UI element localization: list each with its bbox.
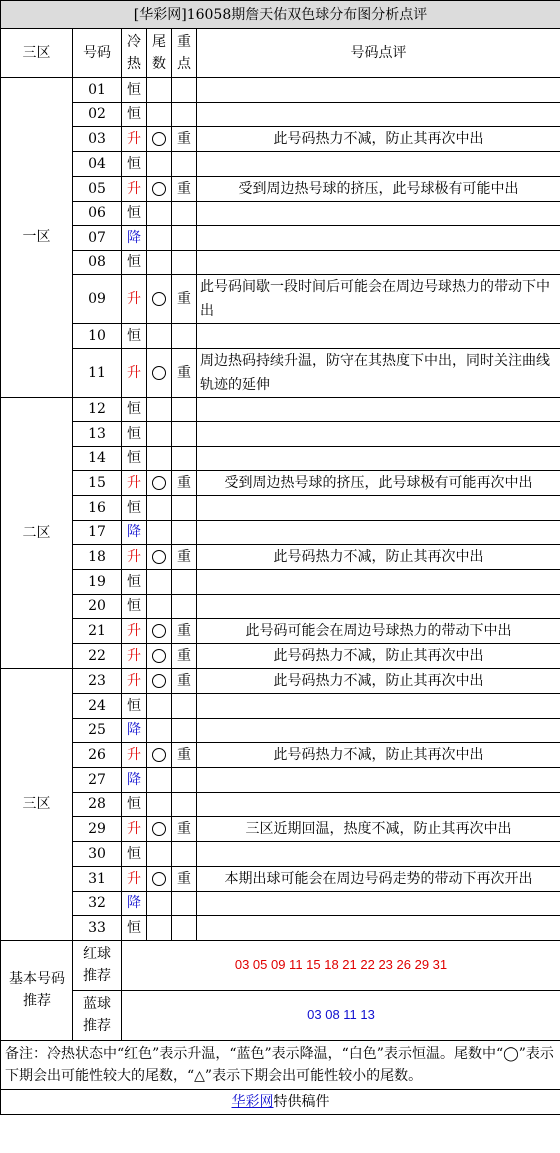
table-row	[1, 324, 560, 349]
ball-number: 23	[73, 669, 122, 694]
circle-icon	[152, 550, 166, 564]
table-row	[1, 520, 560, 545]
comment-cell	[197, 891, 560, 916]
table-row	[1, 792, 560, 817]
key-mark: 重	[172, 545, 197, 570]
key-mark	[172, 102, 197, 127]
comment-cell: 此号码热力不减，防止其再次中出	[197, 669, 560, 694]
tail-cell	[147, 348, 172, 397]
comment-cell	[197, 842, 560, 867]
ball-number: 25	[73, 718, 122, 743]
temp-state: 升	[122, 127, 147, 152]
temp-state: 恒	[122, 397, 147, 422]
temp-state: 降	[122, 226, 147, 251]
header-number: 号码	[73, 29, 122, 78]
ball-number: 26	[73, 743, 122, 768]
tail-cell	[147, 669, 172, 694]
comment-cell: 此号码热力不减，防止其再次中出	[197, 127, 560, 152]
comment-cell	[197, 718, 560, 743]
temp-state: 升	[122, 619, 147, 644]
comment-cell	[197, 570, 560, 595]
temp-state: 降	[122, 768, 147, 793]
ball-number: 05	[73, 176, 122, 201]
tail-cell	[147, 694, 172, 719]
tail-cell	[147, 916, 172, 941]
blue-numbers: 03 08 11 13	[122, 990, 560, 1040]
ball-number: 24	[73, 694, 122, 719]
table-row	[1, 718, 560, 743]
key-mark: 重	[172, 743, 197, 768]
zone-body	[1, 78, 560, 941]
tail-cell	[147, 397, 172, 422]
tail-cell	[147, 275, 172, 324]
key-mark: 重	[172, 471, 197, 496]
recommend-label	[1, 940, 73, 1040]
temp-state: 恒	[122, 694, 147, 719]
key-mark	[172, 792, 197, 817]
comment-cell	[197, 694, 560, 719]
temp-state: 降	[122, 891, 147, 916]
ball-number: 17	[73, 520, 122, 545]
temp-state: 降	[122, 520, 147, 545]
table-row	[1, 743, 560, 768]
table-row	[1, 397, 560, 422]
comment-cell	[197, 768, 560, 793]
ball-number: 06	[73, 201, 122, 226]
comment-cell	[197, 324, 560, 349]
key-mark	[172, 496, 197, 521]
circle-icon	[152, 624, 166, 638]
temp-state: 恒	[122, 102, 147, 127]
ball-number: 33	[73, 916, 122, 941]
ball-number: 09	[73, 275, 122, 324]
temp-state: 升	[122, 669, 147, 694]
blue-label	[73, 990, 122, 1040]
temp-state: 升	[122, 743, 147, 768]
ball-number: 21	[73, 619, 122, 644]
zone-label: 三区	[1, 669, 73, 941]
tail-cell	[147, 817, 172, 842]
key-mark	[172, 422, 197, 447]
key-mark: 重	[172, 866, 197, 891]
table-row	[1, 916, 560, 941]
tail-cell	[147, 78, 172, 103]
comment-cell	[197, 250, 560, 275]
circle-icon	[152, 476, 166, 490]
temp-state: 恒	[122, 842, 147, 867]
comment-cell	[197, 594, 560, 619]
tail-cell	[147, 768, 172, 793]
key-mark	[172, 152, 197, 177]
zone-label: 一区	[1, 78, 73, 398]
temp-state: 恒	[122, 201, 147, 226]
comment-cell: 本期出球可能会在周边号码走势的带动下再次开出	[197, 866, 560, 891]
circle-icon	[152, 872, 166, 886]
ball-number: 03	[73, 127, 122, 152]
temp-state: 恒	[122, 152, 147, 177]
temp-state: 恒	[122, 78, 147, 103]
comment-cell	[197, 78, 560, 103]
comment-cell: 此号码可能会在周边号球热力的带动下中出	[197, 619, 560, 644]
header-tail	[147, 29, 172, 78]
table-row	[1, 768, 560, 793]
table-row	[1, 570, 560, 595]
temp-state: 升	[122, 817, 147, 842]
ball-number: 27	[73, 768, 122, 793]
header-zone: 三区	[1, 29, 73, 78]
tail-cell	[147, 152, 172, 177]
ball-number: 10	[73, 324, 122, 349]
comment-cell	[197, 496, 560, 521]
ball-number: 18	[73, 545, 122, 570]
comment-cell: 此号码热力不减，防止其再次中出	[197, 743, 560, 768]
key-mark	[172, 891, 197, 916]
key-mark: 重	[172, 619, 197, 644]
comment-cell: 三区近期回温，热度不减，防止其再次中出	[197, 817, 560, 842]
comment-cell	[197, 422, 560, 447]
key-mark	[172, 694, 197, 719]
table-row	[1, 545, 560, 570]
temp-state: 恒	[122, 916, 147, 941]
tail-cell	[147, 226, 172, 251]
table-row	[1, 842, 560, 867]
recommend-label-text: 基本号码推荐	[9, 971, 65, 1009]
key-mark	[172, 250, 197, 275]
table-row	[1, 866, 560, 891]
footer	[1, 1089, 560, 1114]
key-mark: 重	[172, 817, 197, 842]
comment-cell	[197, 226, 560, 251]
tail-cell	[147, 127, 172, 152]
ball-number: 01	[73, 78, 122, 103]
temp-state: 升	[122, 866, 147, 891]
table-row	[1, 644, 560, 669]
ball-number: 19	[73, 570, 122, 595]
ball-number: 08	[73, 250, 122, 275]
header-key-text: 重点	[177, 34, 191, 72]
comment-cell: 此号码热力不减，防止其再次中出	[197, 545, 560, 570]
temp-state: 恒	[122, 422, 147, 447]
key-mark	[172, 226, 197, 251]
table-row	[1, 619, 560, 644]
page-title: [华彩网]16058期詹天佑双色球分布图分析点评	[1, 1, 560, 29]
tail-cell	[147, 570, 172, 595]
ball-number: 07	[73, 226, 122, 251]
header-temp	[122, 29, 147, 78]
temp-state: 降	[122, 718, 147, 743]
comment-cell: 受到周边热号球的挤压，此号球极有可能再次中出	[197, 471, 560, 496]
table-row	[1, 446, 560, 471]
table-row	[1, 127, 560, 152]
tail-cell	[147, 891, 172, 916]
red-label-text: 红球推荐	[83, 946, 111, 984]
ball-number: 02	[73, 102, 122, 127]
tail-cell	[147, 250, 172, 275]
tail-cell	[147, 842, 172, 867]
temp-state: 升	[122, 545, 147, 570]
ball-number: 22	[73, 644, 122, 669]
table-row	[1, 176, 560, 201]
key-mark: 重	[172, 644, 197, 669]
key-mark	[172, 594, 197, 619]
header-comment: 号码点评	[197, 29, 560, 78]
ball-number: 11	[73, 348, 122, 397]
temp-state: 升	[122, 644, 147, 669]
circle-icon	[152, 182, 166, 196]
legend-note: 备注：冷热状态中“红色”表示升温，“蓝色”表示降温，“白色”表示恒温。尾数中“◯”表示下期会出可能性较大的尾数，“△”表示下期会出可能性较小的尾数。	[1, 1040, 560, 1089]
comment-cell: 受到周边热号球的挤压，此号球极有可能中出	[197, 176, 560, 201]
blue-label-text: 蓝球推荐	[83, 996, 111, 1034]
ball-number: 14	[73, 446, 122, 471]
comment-cell: 此号码热力不减，防止其再次中出	[197, 644, 560, 669]
temp-state: 恒	[122, 792, 147, 817]
key-mark: 重	[172, 127, 197, 152]
temp-state: 恒	[122, 594, 147, 619]
temp-state: 恒	[122, 496, 147, 521]
tail-cell	[147, 471, 172, 496]
tail-cell	[147, 718, 172, 743]
temp-state: 升	[122, 348, 147, 397]
table-row	[1, 226, 560, 251]
table-row	[1, 78, 560, 103]
ball-number: 13	[73, 422, 122, 447]
tail-cell	[147, 594, 172, 619]
temp-state: 升	[122, 275, 147, 324]
tail-cell	[147, 520, 172, 545]
table-row	[1, 669, 560, 694]
tail-cell	[147, 446, 172, 471]
temp-state: 升	[122, 471, 147, 496]
temp-state: 恒	[122, 250, 147, 275]
key-mark	[172, 718, 197, 743]
zone-label: 二区	[1, 397, 73, 669]
key-mark: 重	[172, 176, 197, 201]
key-mark: 重	[172, 669, 197, 694]
table-row	[1, 496, 560, 521]
table-row	[1, 817, 560, 842]
temp-state: 恒	[122, 446, 147, 471]
circle-icon	[152, 292, 166, 306]
table-row	[1, 250, 560, 275]
tail-cell	[147, 422, 172, 447]
circle-icon	[152, 132, 166, 146]
comment-cell	[197, 792, 560, 817]
key-mark	[172, 916, 197, 941]
key-mark	[172, 570, 197, 595]
ball-number: 29	[73, 817, 122, 842]
table-row	[1, 471, 560, 496]
ball-number: 28	[73, 792, 122, 817]
temp-state: 恒	[122, 324, 147, 349]
key-mark	[172, 78, 197, 103]
ball-number: 04	[73, 152, 122, 177]
tail-cell	[147, 619, 172, 644]
table-row	[1, 422, 560, 447]
key-mark	[172, 842, 197, 867]
comment-cell: 周边热码持续升温，防守在其热度下中出，同时关注曲线轨迹的延伸	[197, 348, 560, 397]
circle-icon	[152, 649, 166, 663]
ball-number: 15	[73, 471, 122, 496]
circle-icon	[152, 748, 166, 762]
key-mark	[172, 520, 197, 545]
red-label	[73, 940, 122, 990]
circle-icon	[152, 674, 166, 688]
tail-cell	[147, 496, 172, 521]
tail-cell	[147, 102, 172, 127]
tail-cell	[147, 644, 172, 669]
key-mark: 重	[172, 275, 197, 324]
key-mark: 重	[172, 348, 197, 397]
footer-link[interactable]: 华彩网	[231, 1093, 274, 1110]
temp-state: 升	[122, 176, 147, 201]
tail-cell	[147, 201, 172, 226]
table-row	[1, 891, 560, 916]
key-mark	[172, 768, 197, 793]
key-mark	[172, 446, 197, 471]
table-row	[1, 348, 560, 397]
tail-cell	[147, 324, 172, 349]
comment-cell	[197, 397, 560, 422]
comment-cell	[197, 446, 560, 471]
header-key	[172, 29, 197, 78]
key-mark	[172, 324, 197, 349]
comment-cell	[197, 102, 560, 127]
ball-number: 32	[73, 891, 122, 916]
table-row	[1, 694, 560, 719]
table-row	[1, 102, 560, 127]
red-numbers: 03 05 09 11 15 18 21 22 23 26 29 31	[122, 940, 560, 990]
comment-cell	[197, 201, 560, 226]
comment-cell	[197, 152, 560, 177]
ball-number: 16	[73, 496, 122, 521]
circle-icon	[152, 366, 166, 380]
comment-cell	[197, 916, 560, 941]
temp-state: 恒	[122, 570, 147, 595]
tail-cell	[147, 743, 172, 768]
comment-cell	[197, 520, 560, 545]
tail-cell	[147, 792, 172, 817]
key-mark	[172, 397, 197, 422]
key-mark	[172, 201, 197, 226]
footer-suffix: 特供稿件	[273, 1093, 330, 1110]
ball-number: 12	[73, 397, 122, 422]
table-row	[1, 152, 560, 177]
circle-icon	[152, 822, 166, 836]
tail-cell	[147, 545, 172, 570]
ball-number: 20	[73, 594, 122, 619]
tail-cell	[147, 176, 172, 201]
table-row	[1, 275, 560, 324]
table-row	[1, 201, 560, 226]
ball-number: 31	[73, 866, 122, 891]
header-temp-text: 冷热	[127, 34, 141, 72]
table-row	[1, 594, 560, 619]
comment-cell: 此号码间歇一段时间后可能会在周边号球热力的带动下中出	[197, 275, 560, 324]
ball-number: 30	[73, 842, 122, 867]
header-tail-text: 尾数	[152, 34, 166, 72]
tail-cell	[147, 866, 172, 891]
